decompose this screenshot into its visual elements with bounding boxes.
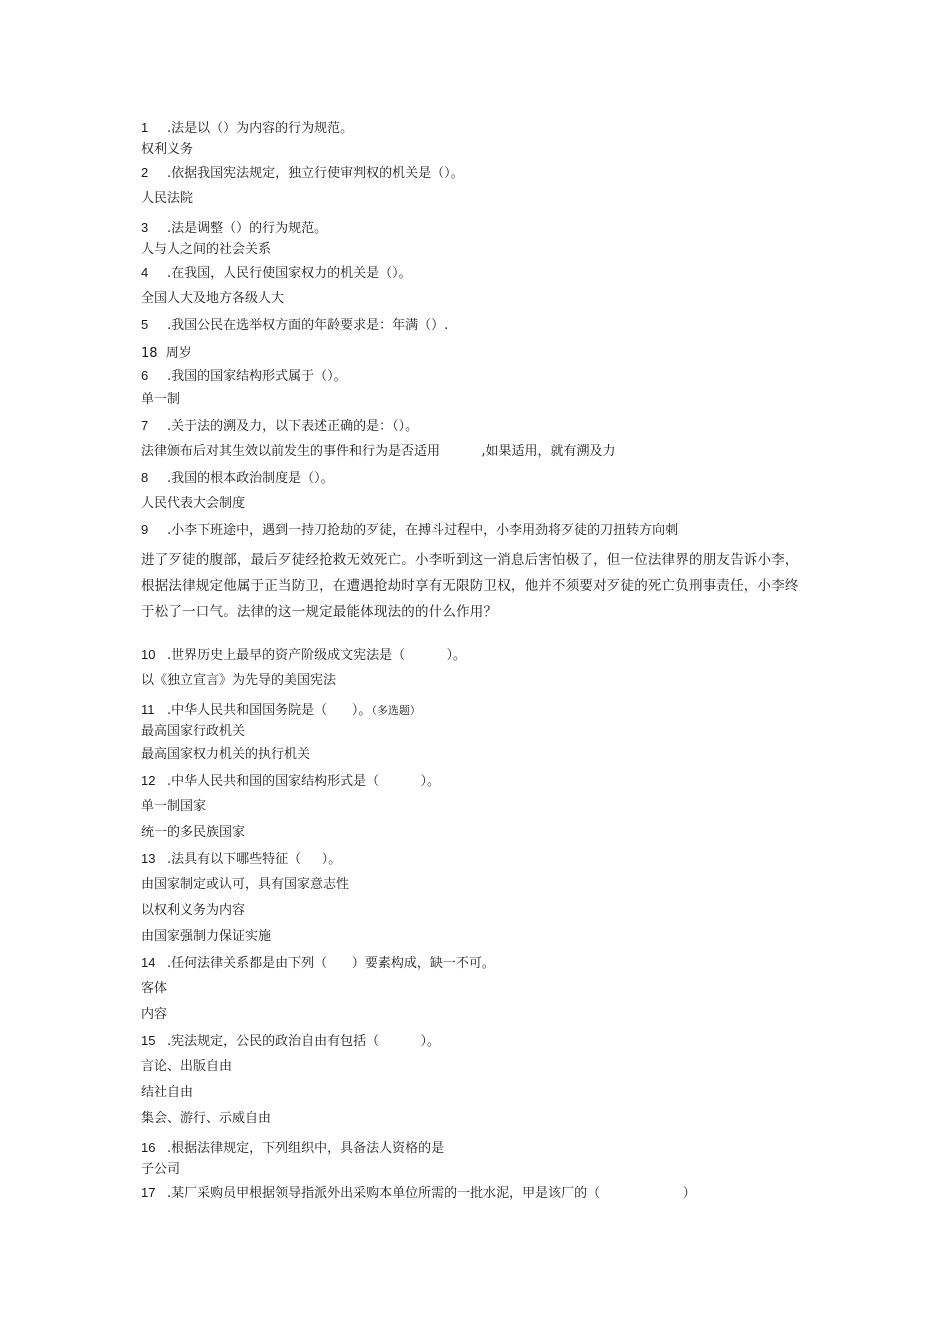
answer: 结社自由: [141, 1085, 194, 1100]
answer: 言论、出版自由: [141, 1059, 233, 1074]
question-number: 2: [141, 165, 149, 180]
question-number: 8: [141, 470, 149, 485]
question-5: [141, 316, 448, 335]
answer: 集会、游行、示威自由: [141, 1111, 272, 1126]
question-number: 17: [141, 1185, 156, 1200]
answer: 子公司: [141, 1162, 181, 1177]
question-number: 13: [141, 851, 156, 866]
answer: 人与人之间的社会关系: [141, 242, 272, 257]
question-number: 9: [141, 522, 149, 537]
question-text: .某厂采购员甲根据领导指派外出采购本单位所需的一批水泥，甲是该厂的（ ）: [167, 1186, 696, 1201]
question-text: .法是调整（）的行为规范。: [167, 221, 328, 236]
answer: 单一制: [141, 392, 181, 407]
question-9-paragraph: 进了歹徒的腹部，最后歹徒经抢救无效死亡。小李听到这一消息后害怕极了，但一位法律界的朋友告诉小李，根据法律规定他属于正当防卫，在遭遇抢劫时享有无限防卫权，他并不须要对歹徒的死亡负刑事责任，小李终于松了一口气。法律的这一规定最能体现法的的什么作用？: [141, 552, 799, 620]
question-14: [141, 954, 495, 973]
question-text: .宪法规定，公民的政治自由有包括（ ）。: [167, 1034, 440, 1049]
question-number: 7: [141, 418, 149, 433]
question-number: 4: [141, 265, 149, 280]
answer: 最高国家权力机关的执行机关: [141, 747, 311, 762]
question-16: [141, 1139, 444, 1158]
answer: 最高国家行政机关: [141, 724, 246, 739]
answer: 全国人大及地方各级人大: [141, 291, 285, 306]
answer: 由国家制定或认可，具有国家意志性: [141, 877, 350, 892]
answer: 以权利义务为内容: [141, 903, 246, 918]
question-text: .我国公民在选举权方面的年龄要求是：年满（）.: [167, 318, 449, 333]
question-text: .法具有以下哪些特征（ ）。: [167, 852, 342, 867]
answer: 法律颁布后对其生效以前发生的事件和行为是否适用 ,如果适用，就有溯及力: [141, 444, 616, 459]
answer: 人民法院: [141, 191, 194, 206]
question-6: [141, 367, 347, 386]
question-10: [141, 646, 466, 665]
answer: 18 周岁: [141, 346, 192, 361]
question-text: .小李下班途中，遇到一持刀抢劫的歹徒，在搏斗过程中，小李用劲将歹徒的刀扭转方向刺: [167, 523, 679, 538]
question-number: 15: [141, 1033, 156, 1048]
question-text: .关于法的溯及力，以下表述正确的是：（）。: [167, 419, 419, 434]
question-text: .世界历史上最早的资产阶级成文宪法是（ ）。: [167, 648, 466, 663]
question-text: .在我国，人民行使国家权力的机关是（）。: [167, 266, 412, 281]
question-text: .我国的国家结构形式属于（）。: [167, 369, 347, 384]
answer: 权利义务: [141, 142, 194, 157]
question-12: [141, 772, 440, 791]
question-number: 5: [141, 317, 149, 332]
question-17: [141, 1184, 696, 1203]
answer: 人民代表大会制度: [141, 496, 246, 511]
question-number: 6: [141, 368, 149, 383]
question-1: [141, 119, 353, 138]
question-text: .任何法律关系都是由下列（ ）要素构成，缺一不可。: [167, 956, 495, 971]
question-text: .法是以（）为内容的行为规范。: [167, 121, 354, 136]
question-4: [141, 264, 412, 283]
question-text: .依据我国宪法规定，独立行使审判权的机关是（）。: [167, 166, 464, 181]
question-number: 14: [141, 955, 156, 970]
question-15: [141, 1032, 440, 1051]
question-7: [141, 417, 418, 436]
question-11: [141, 701, 421, 720]
answer: 单一制国家: [141, 799, 207, 814]
answer: 由国家强制力保证实施: [141, 929, 272, 944]
question-note: （多选题）: [371, 704, 421, 717]
question-text: .中华人民共和国的国家结构形式是（ ）。: [167, 774, 440, 789]
question-number: 1: [141, 120, 149, 135]
question-2: [141, 164, 464, 183]
question-13: [141, 850, 341, 869]
answer: 以《独立宣言》为先导的美国宪法: [141, 673, 337, 688]
answer: 内容: [141, 1007, 168, 1022]
question-text: .中华人民共和国国务院是（ ）。: [167, 703, 372, 718]
answer: 统一的多民族国家: [141, 825, 246, 840]
question-number: 12: [141, 773, 156, 788]
answer: 客体: [141, 981, 168, 996]
question-3: [141, 219, 327, 238]
question-8: [141, 469, 334, 488]
question-number: 10: [141, 647, 156, 662]
question-9: [141, 521, 678, 540]
question-text: .我国的根本政治制度是（）。: [167, 471, 334, 486]
question-number: 16: [141, 1140, 156, 1155]
question-number: 3: [141, 220, 149, 235]
question-number: 11: [141, 702, 155, 717]
question-text: .根据法律规定，下列组织中，具备法人资格的是: [167, 1141, 445, 1156]
